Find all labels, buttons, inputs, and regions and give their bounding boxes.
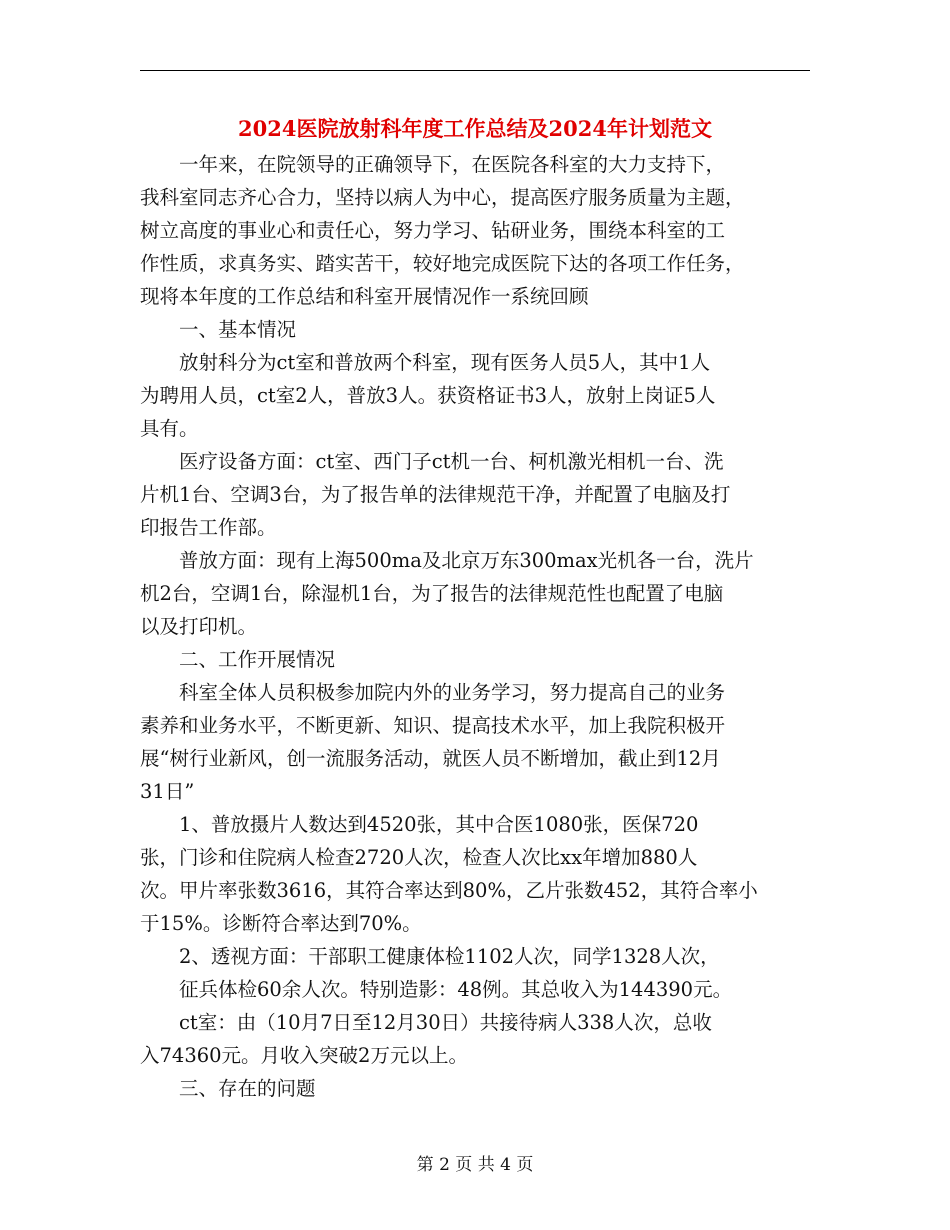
body-line: 作性质，求真务实、踏实苦干，较好地完成医院下达的各项工作任务， [140,252,745,275]
document-title: 2024医院放射科年度工作总结及2024年计划范文 [238,116,712,141]
body-line: 征兵体检60余人次。特别造影：48例。其总收入为144390元。 [140,978,733,1001]
body-line: 入74360元。月收入突破2万元以上。 [140,1044,468,1067]
body-line: 1、普放摄片人数达到4520张，其中合医1080张，医保720 [140,813,699,836]
body-line: 为聘用人员，ct室2人，普放3人。获资格证书3人，放射上岗证5人 [140,384,716,407]
body-line: 现将本年度的工作总结和科室开展情况作一系统回顾 [140,285,589,308]
body-line: 31日” [140,780,195,803]
body-line: 以及打印机。 [140,615,258,638]
section-heading: 三、存在的问题 [140,1077,316,1100]
body-line: 普放方面：现有上海500ma及北京万东300max光机各一台，洗片 [140,549,754,572]
body-line: ct室：由（10月7日至12月30日）共接待病人338人次，总收 [140,1011,712,1034]
body-line: 2、透视方面：干部职工健康体检1102人次，同学1328人次， [140,945,720,968]
body-line: 印报告工作部。 [140,516,277,539]
section-heading: 一、基本情况 [140,318,297,341]
body-line: 于15%。诊断符合率达到70%。 [140,912,422,935]
header-rule [140,70,810,71]
body-line: 次。甲片率张数3616，其符合率达到80%，乙片张数452，其符合率小 [140,879,758,902]
body-line: 片机1台、空调3台，为了报告单的法律规范干净，并配置了电脑及打 [140,483,731,506]
body-line: 张，门诊和住院病人检查2720人次，检查人次比xx年增加880人 [140,846,698,869]
body-line: 科室全体人员积极参加院内外的业务学习，努力提高自己的业务 [140,681,726,704]
body-line: 树立高度的事业心和责任心，努力学习、钻研业务，围绕本科室的工 [140,219,726,242]
body-line: 医疗设备方面：ct室、西门子ct机一台、柯机激光相机一台、洗 [140,450,724,473]
body-line: 机2台，空调1台，除湿机1台，为了报告的法律规范性也配置了电脑 [140,582,724,605]
body-line: 展“树行业新风，创一流服务活动，就医人员不断增加，截止到12月 [140,747,721,770]
body-line: 放射科分为ct室和普放两个科室，现有医务人员5人，其中1人 [140,351,711,374]
body-line: 一年来，在院领导的正确领导下，在医院各科室的大力支持下， [140,153,726,176]
body-line: 素养和业务水平，不断更新、知识、提高技术水平，加上我院积极开 [140,714,726,737]
body-line: 具有。 [140,417,199,440]
body-line: 我科室同志齐心合力，坚持以病人为中心，提高医疗服务质量为主题， [140,186,745,209]
section-heading: 二、工作开展情况 [140,648,336,671]
page-number: 第 2 页 共 4 页 [416,1155,534,1175]
